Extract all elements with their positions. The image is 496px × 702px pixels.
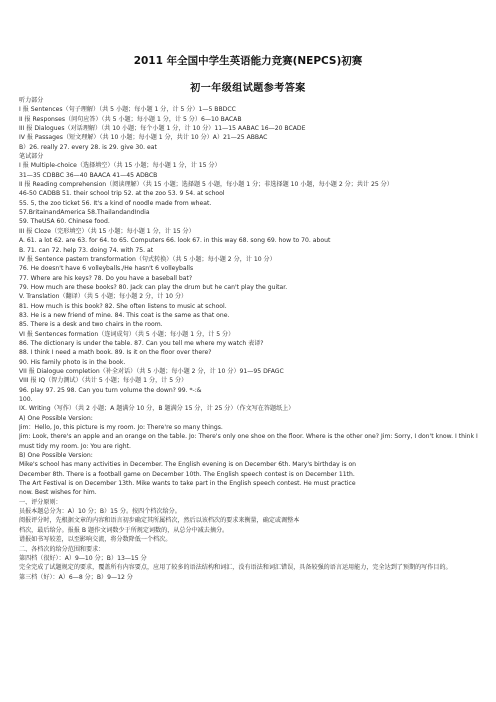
text-line: VI 报 Sentences formation（连词成句）（共 5 小题；每小题 1 分，计 5 分） <box>19 330 235 338</box>
text-line: 二、各档次的给分范围和要求： <box>19 545 105 553</box>
text-line: Jim：Hello, Jo, this picture is my room. Jo: There're so many things. <box>19 424 223 432</box>
text-line: 85. There is a desk and two chairs in the room. <box>19 321 163 329</box>
text-line: December 8th. There is a football game on December 10th. The English speech contest is on December 11th. <box>19 470 355 478</box>
text-line: The Art Festival is on December 13th. Mike wants to take part in the English speech contest. He must practice <box>19 480 356 488</box>
text-line: IV 报 Sentence pastern transformation（句式转换）（共 5 小题；每小题 2 分，计 10 分） <box>19 255 276 263</box>
text-line: 一、评分原则： <box>19 498 62 506</box>
text-line: V. Translation（翻译）（共 5 小题；每小题 2 分，计 10 分） <box>19 293 188 301</box>
text-line: 81. How much is this book? 82. She often listens to music at school. <box>19 302 227 310</box>
text-line: 55. 5, the zoo ticket 56. It's a kind of noodle made from wheat. <box>19 199 212 207</box>
text-line: now. Best wishes for him. <box>19 489 97 497</box>
text-line: Mike's school has many activities in December. The English evening is on December 6th. Mary's birthday is on <box>19 461 357 469</box>
text-line: 听力部分 <box>19 97 44 104</box>
text-line: 79. How much are these books? 80. Jack can play the drum but he can't play the guitar. <box>19 283 288 291</box>
text-line: 阅报评分时，先根据文章的内容和语言初步确定其所属档次，然后以该档次的要求来衡量，确定或调整本 <box>19 517 300 525</box>
text-line: 90. His family photo is in the book. <box>19 358 126 366</box>
document-title: 2011 年全国中学生英语能力竞赛(NEPCS)初赛 <box>133 55 363 67</box>
text-line: 第四档（很好）：A）9—10 分；B）13—15 分 <box>19 554 147 562</box>
text-line: 谱报如书写较差，以至影响交流，将分数降低一个档次。 <box>19 536 172 544</box>
text-line: 档次，最后给分。报报 B 题作文词数少于所规定词数的，从总分中减去摘分。 <box>19 526 229 534</box>
text-line: 31—35 CDBBC 36—40 BAACA 41—45 ADBCB <box>19 171 158 179</box>
text-line: A. 61. a lot 62. are 63. for 64. to 65. Computers 66. look 67. in this way 68. song 69. how to 70. about <box>19 237 331 245</box>
text-line: 完全完成了试题规定的要求，覆盖所有内容要点，应用了较多的语法结构和词汇，没有语法和词汇错误，具备较强的语言运用能力，完全达到了预期的写作目的。 <box>19 564 452 572</box>
text-line: IX. Writing（写作）（共 2 小题；A 题满分 10 分，B 题满分 15 分，计 25 分）（作文写在答题纸上） <box>19 405 295 413</box>
text-line: I 报 Sentences（句子理解）（共 5 小题；每小题 1 分，计 5 分）1—5 BBDCC <box>19 106 236 114</box>
text-line: 第三档（好）：A）6—8 分；B）9—12 分 <box>19 573 133 581</box>
text-line: I 报 Multiple-choice（选择填空）（共 15 小题；每小题 1 分，计 15 分） <box>19 162 221 170</box>
text-line: VII 报 Dialogue completion（补全对话）（共 5 小题；每小题 2 分，计 10 分）91—95 DFAGC <box>19 367 284 375</box>
text-line: 86. The dictionary is under the table. 87. Can you tell me where my watch 表译? <box>19 339 264 347</box>
text-line: Jim: Look, there's an apple and an orange on the table. Jo: There's only one shoe on the floor. Where is the other one? Jim: Sorry, I don't know. I think I must tidy my room. Jo: You are right. <box>19 433 478 450</box>
text-line: 83. He is a new friend of mine. 84. This coat is the same as that one. <box>19 311 230 319</box>
text-line: A) One Possible Version: <box>19 414 93 422</box>
text-line: 59. TheUSA 60. Chinese food. <box>19 218 110 226</box>
answer-key-body <box>19 96 481 582</box>
text-line: 57.BritainandAmerica 58.ThailandandIndia <box>19 209 150 217</box>
text-line: 笔试部分 <box>19 153 44 161</box>
text-line: 100. <box>19 396 33 403</box>
text-line: VIII 报 IQ（智力测试）（共计 5 小题；每小题 1 分，计 5 分） <box>19 377 188 385</box>
text-line: 88. I think I need a math book. 89. Is it on the floor over there? <box>19 349 212 357</box>
text-line: IV 报 Passages（短文理解）（共 10 小题；每小题 1 分，共计 10 分）A）21—25 ABBAC <box>19 134 268 142</box>
text-line: B. 71. can 72. help 73. doing 74. with 75. at <box>19 246 154 254</box>
text-line: 77. Where are his keys? 78. Do you have a baseball bat? <box>19 274 193 282</box>
text-line: B）26. really 27. every 28. is 29. give 30. eat <box>19 143 157 151</box>
text-line: II 报 Reading comprehension（阅读理解）（共 15 小题；选择题 5 小题，每小题 1 分；非选择题 10 小题，每小题 2 分；共计 25 分） <box>19 181 393 189</box>
text-line: III 报 Cloze（完形填空）（共 15 小题；每小题 1 分，计 15 分） <box>19 227 195 235</box>
text-line: 46-50 CADBB 51. their school trip 52. at the zoo 53. 9 54. at school <box>19 190 225 198</box>
text-line: 96. play 97. 25 98. Can you turn volume the down? 99. *-:& <box>19 386 202 394</box>
text-line: B) One Possible Version: <box>19 452 93 460</box>
text-line: II 报 Responses（问句应答）（共 5 小题；每小题 1 分，计 5 分）6—10 BACAB <box>19 115 242 123</box>
document-subtitle: 初一年级组试题参考答案 <box>190 83 306 94</box>
text-line: 76. He doesn't have 6 volleyballs./He hasn't 6 volleyballs <box>19 265 194 273</box>
text-line: 员报本题总分为：A）10 分；B）15 分。按四个档次给分。 <box>19 508 181 516</box>
text-line: III 报 Dialogues（对话理解）（共 10 小题；每个小题 1 分，计 10 分）11—15 AABAC 16—20 BCADE <box>19 125 306 133</box>
